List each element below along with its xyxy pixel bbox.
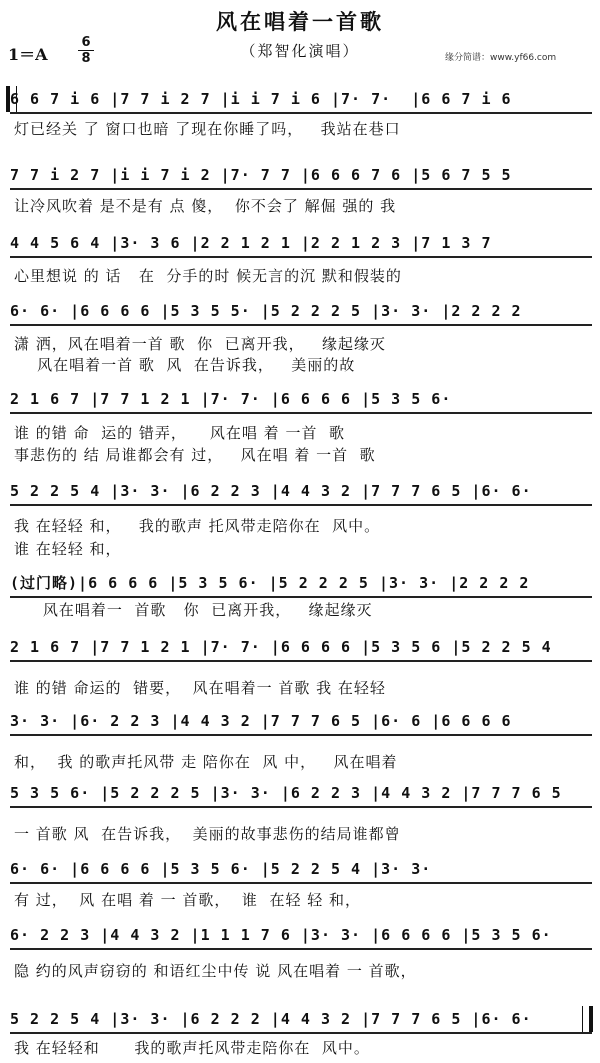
lyric-line: 隐 约的风声窃窃的 和语红尘中传 说 风在唱着 一 首歌， (14, 962, 417, 980)
lyric-line: 谁 在轻轻 和， (14, 540, 122, 558)
meter-top: 6 (81, 35, 91, 50)
notation-row: (过门略)|6 6 6 6 |5 3 5 6· |5 2 2 2 5 |3· 3· |2 2 2 2 (10, 570, 592, 598)
song-title: 风在唱着一首歌 (216, 10, 384, 34)
lyric-line: 心里想说 的 话 在 分手的时 候无言的沉 默和假装的 (14, 267, 402, 285)
lyric-line: 潇 洒，风在唱着一首 歌 你 已离开我， 缘起缘灭 (14, 335, 386, 353)
notation-row: 6· 2 2 3 |4 4 3 2 |1 1 1 7 6 |3· 3· |6 6 6 6 |5 3 5 6· (10, 922, 592, 950)
key-signature: 1＝A (8, 45, 48, 64)
lyric-line: 风在唱着一 首歌 你 已离开我， 缘起缘灭 (14, 601, 373, 619)
lyric-line: 和， 我 的歌声托风带 走 陪你在 风 中， 风在唱着 (14, 753, 398, 771)
notation-row: 5 2 2 5 4 |3· 3· |6 2 2 3 |4 4 3 2 |7 7 7 6 5 |6· 6· (10, 478, 592, 506)
notation-row: 5 3 5 6· |5 2 2 2 5 |3· 3· |6 2 2 3 |4 4 3 2 |7 7 7 6 5 (10, 780, 592, 808)
notation-row: 2 1 6 7 |7 7 1 2 1 |7· 7· |6 6 6 6 |5 3 5 6· (10, 386, 592, 414)
lyric-line: 让冷风吹着 是不是有 点 傻， 你不会了 解倔 强的 我 (14, 197, 397, 215)
lyric-line: 谁 的错 命运的 错要， 风在唱着一 首歌 我 在轻轻 (14, 679, 386, 697)
lyric-line: 一 首歌 风 在告诉我， 美丽的故事悲伤的结局谁都曾 (14, 825, 401, 843)
notation-row: 3· 3· |6· 2 2 3 |4 4 3 2 |7 7 7 6 5 |6· 6 |6 6 6 6 (10, 708, 592, 736)
final-barline (582, 1006, 593, 1032)
notation-row: 6 6 7 i 6 |7 7 i 2 7 |i i 7 i 6 |7· 7· |6 6 7 i 6 (10, 86, 592, 114)
lyric-line: 我 在轻轻 和， 我的歌声 托风带走陪你在 风中。 (14, 517, 381, 535)
meter-bottom: 8 (81, 51, 91, 66)
lyric-line: 有 过， 风 在唱 着 一 首歌， 谁 在轻 轻 和， (14, 891, 361, 909)
source-watermark: 缘分简谱：www.yf66.com (445, 53, 557, 63)
notation-row: 2 1 6 7 |7 7 1 2 1 |7· 7· |6 6 6 6 |5 3 5 6 |5 2 2 5 4 (10, 634, 592, 662)
singer-credit: （郑智化演唱） (240, 42, 360, 60)
notation-row: 6· 6· |6 6 6 6 |5 3 5 6· |5 2 2 5 4 |3· 3· (10, 856, 592, 884)
notation-row: 5 2 2 5 4 |3· 3· |6 2 2 2 |4 4 3 2 |7 7 7 6 5 |6· 6· (10, 1006, 592, 1034)
lyric-line: 事悲伤的 结 局谁都会有 过， 风在唱 着 一首 歌 (14, 446, 376, 464)
lyric-line: 风在唱着一首 歌 风 在告诉我， 美丽的故 (14, 356, 356, 374)
notation-row: 6· 6· |6 6 6 6 |5 3 5 5· |5 2 2 2 5 |3· 3· |2 2 2 2 (10, 298, 592, 326)
notation-row: 4 4 5 6 4 |3· 3 6 |2 2 1 2 1 |2 2 1 2 3 |7 1 3 7 (10, 230, 592, 258)
lyric-line: 我 在轻轻和 我的歌声托风带走陪你在 风中。 (14, 1039, 370, 1057)
lyric-line: 灯已经关 了 窗口也暗 了现在你睡了吗， 我站在巷口 (14, 120, 401, 138)
notation-row: 7 7 i 2 7 |i i 7 i 2 |7· 7 7 |6 6 6 7 6 |5 6 7 5 5 (10, 162, 592, 190)
lyric-line: 谁 的错 命 运的 错弄， 风在唱 着 一首 歌 (14, 424, 345, 442)
